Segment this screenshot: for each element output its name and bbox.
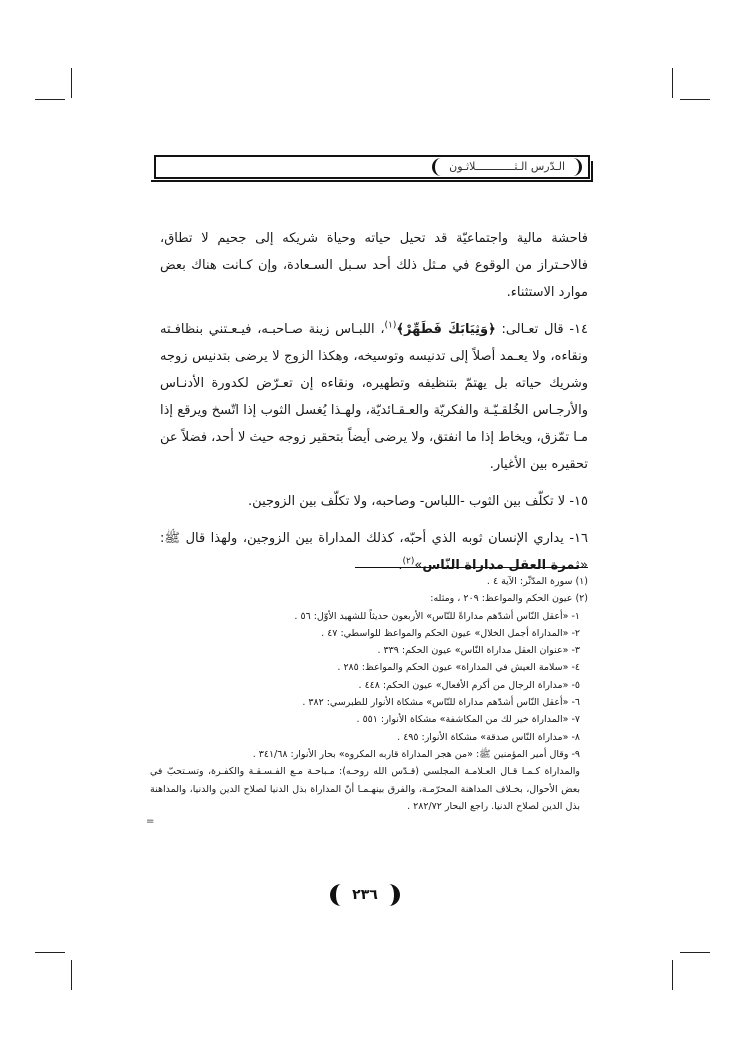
paragraph-16-end: . — [398, 558, 403, 573]
continuation-mark: = — [146, 816, 155, 827]
footnote-separator — [355, 567, 588, 568]
footnote-ref-1[interactable]: (١) — [384, 320, 397, 331]
footnote-2-item: ٢- «المداراة أجمل الخلال» عيون الحكم والمواعظ للواسطي: ٤٧ . — [321, 627, 580, 639]
footnote-2-item: ٣- «عنوان العقل مداراة النّاس» عيون الحكم: ٣٣٩ . — [377, 645, 580, 657]
footnote-2-item: ٤- «سلامة العيش في المداراة» عيون الحكم والمواعظ: ٢٨٥ . — [337, 662, 580, 674]
paragraph-16 — [160, 525, 588, 579]
footnote-ref-2[interactable]: (٢) — [402, 556, 415, 567]
page-number: ٢٣٦ — [330, 884, 400, 906]
footnote-2-item: ٥- «مداراة الرجال من أكرم الأفعال» عيون الحكم: ٤٤٨ . — [358, 679, 580, 691]
paragraph-15: ١٥- لا تكلّف بين الثوب -اللباس- وصاحبه، ولا تكلّف بين الزوجين. — [248, 494, 588, 509]
footnote-1: (١) سورة المدّثّر: الآية ٤ . — [486, 576, 588, 587]
lesson-header — [154, 155, 590, 179]
crop-mark-bottom-left-h — [35, 952, 65, 953]
footnote-2-item: ٩- وقال أمير المؤمنين ﷺ: «من هجر المداراة قاربه المكروه» بحار الأنوار: ٣٤١/٦٨ . — [252, 748, 580, 760]
paragraph-14 — [160, 316, 588, 478]
crop-mark-bottom-right-h — [680, 952, 710, 953]
footnote-2-item: ٦- «أعقل النّاس أشدّهم مداراة للنّاس» مشكاة الأنوار للطبرسي: ٣٨٢ . — [302, 697, 580, 709]
paragraph-14-body: ، اللبـاس زينة صـاحبـه، فيـعـتني بنظافـته ونقاءه، ولا يعـمد أصلاً إلى تدنيسه وتوسيخه، وهكذا الزوج لا يرضى بتدنيس زوجه وشريك حياته بل يهتمّ بتنظيفه وتطهيره، ونقاءه إن تعـرّض لكدورة الأدنـاس والأرجـاس الخُلقـيّـة والفكريّة والعـقـائديّة، ولهـذا يُغسل الثوب إذا اتّسخ ويرقع إذا مـا تمّزق، ويخاط إذا ما انفتق، ولا يرضى أيضاً بتحقير زوجه حيث لا أحد، فضلاً عن تحقيره بين الأغيار. — [160, 322, 588, 472]
paragraph-1: فاحشة مالية واجتماعيّة قد تحيل حياته وحياة شريكه إلى جحيم لا تطاق، فالاحـتراز من الوقوع في مـثل ذلك أحد سـبل السـعادة، وإن كـانت هناك بعض موارد الاستثناء. — [160, 231, 588, 300]
crop-mark-bottom-right-v — [672, 960, 673, 990]
paragraph-16-intro: ١٦- يداري الإنسان ثوبه الذي أحبّه، كذلك المداراة بين الزوجين، ولهذا قال ﷺ: « — [160, 531, 588, 573]
quote-close: » — [414, 558, 423, 573]
footnote-2-item: ١- «أعقل النّاس أشدّهم مداراةً للنّاس» الأربعون حديثاً للشهيد الأوّل: ٥٦ . — [294, 610, 580, 622]
quran-quote: ﴿وَثِيَابَكَ فَطَهِّرْ﴾ — [396, 322, 496, 337]
hadith-quote: ثمرة العقل مداراة النّاس — [422, 558, 581, 573]
crop-mark-top-right-v — [672, 68, 673, 98]
lesson-title: الـدّرس الـثــــــــــــلاثـون — [432, 158, 582, 176]
crop-mark-bottom-left-v — [71, 960, 72, 990]
footnote-2-item: ٨- «مداراة النّاس صدقة» مشكاة الأنوار: ٤٩٥ . — [397, 731, 580, 743]
crop-mark-top-left-v — [71, 68, 72, 98]
crop-mark-top-right-h — [680, 99, 710, 100]
main-text — [160, 225, 588, 589]
footnote-2: (٢) عيون الحكم والمواعظ: ٢٠٩ ، ومثله: — [430, 593, 588, 605]
footnote-2-item: ٧- «المداراة خير لك من المكاشفة» مشكاة الأنوار: ٥٥١ . — [356, 714, 580, 726]
footnote-2-commentary: والمداراة كـمـا قـال العـلامـة المجلسي (قـدّس الله روحـه): مـباحـة مـع الفـسـقـة والكفـرة، وتسـتحبّ في بعض الأحوال، بخـلاف المداهنة المحرّمـة، والفرق بينهـمـا أنّ المداراة بذل الدنيا لصلاح الدين والدنيا، والمداهنة بذل الدين لصلاح الدنيا. راجع البحار ٢٨٢/٧٢ . — [150, 766, 580, 812]
footnotes — [150, 573, 588, 815]
paragraph-14-intro: ١٤- قال تعـالى: — [495, 322, 588, 337]
crop-mark-top-left-h — [35, 99, 65, 100]
